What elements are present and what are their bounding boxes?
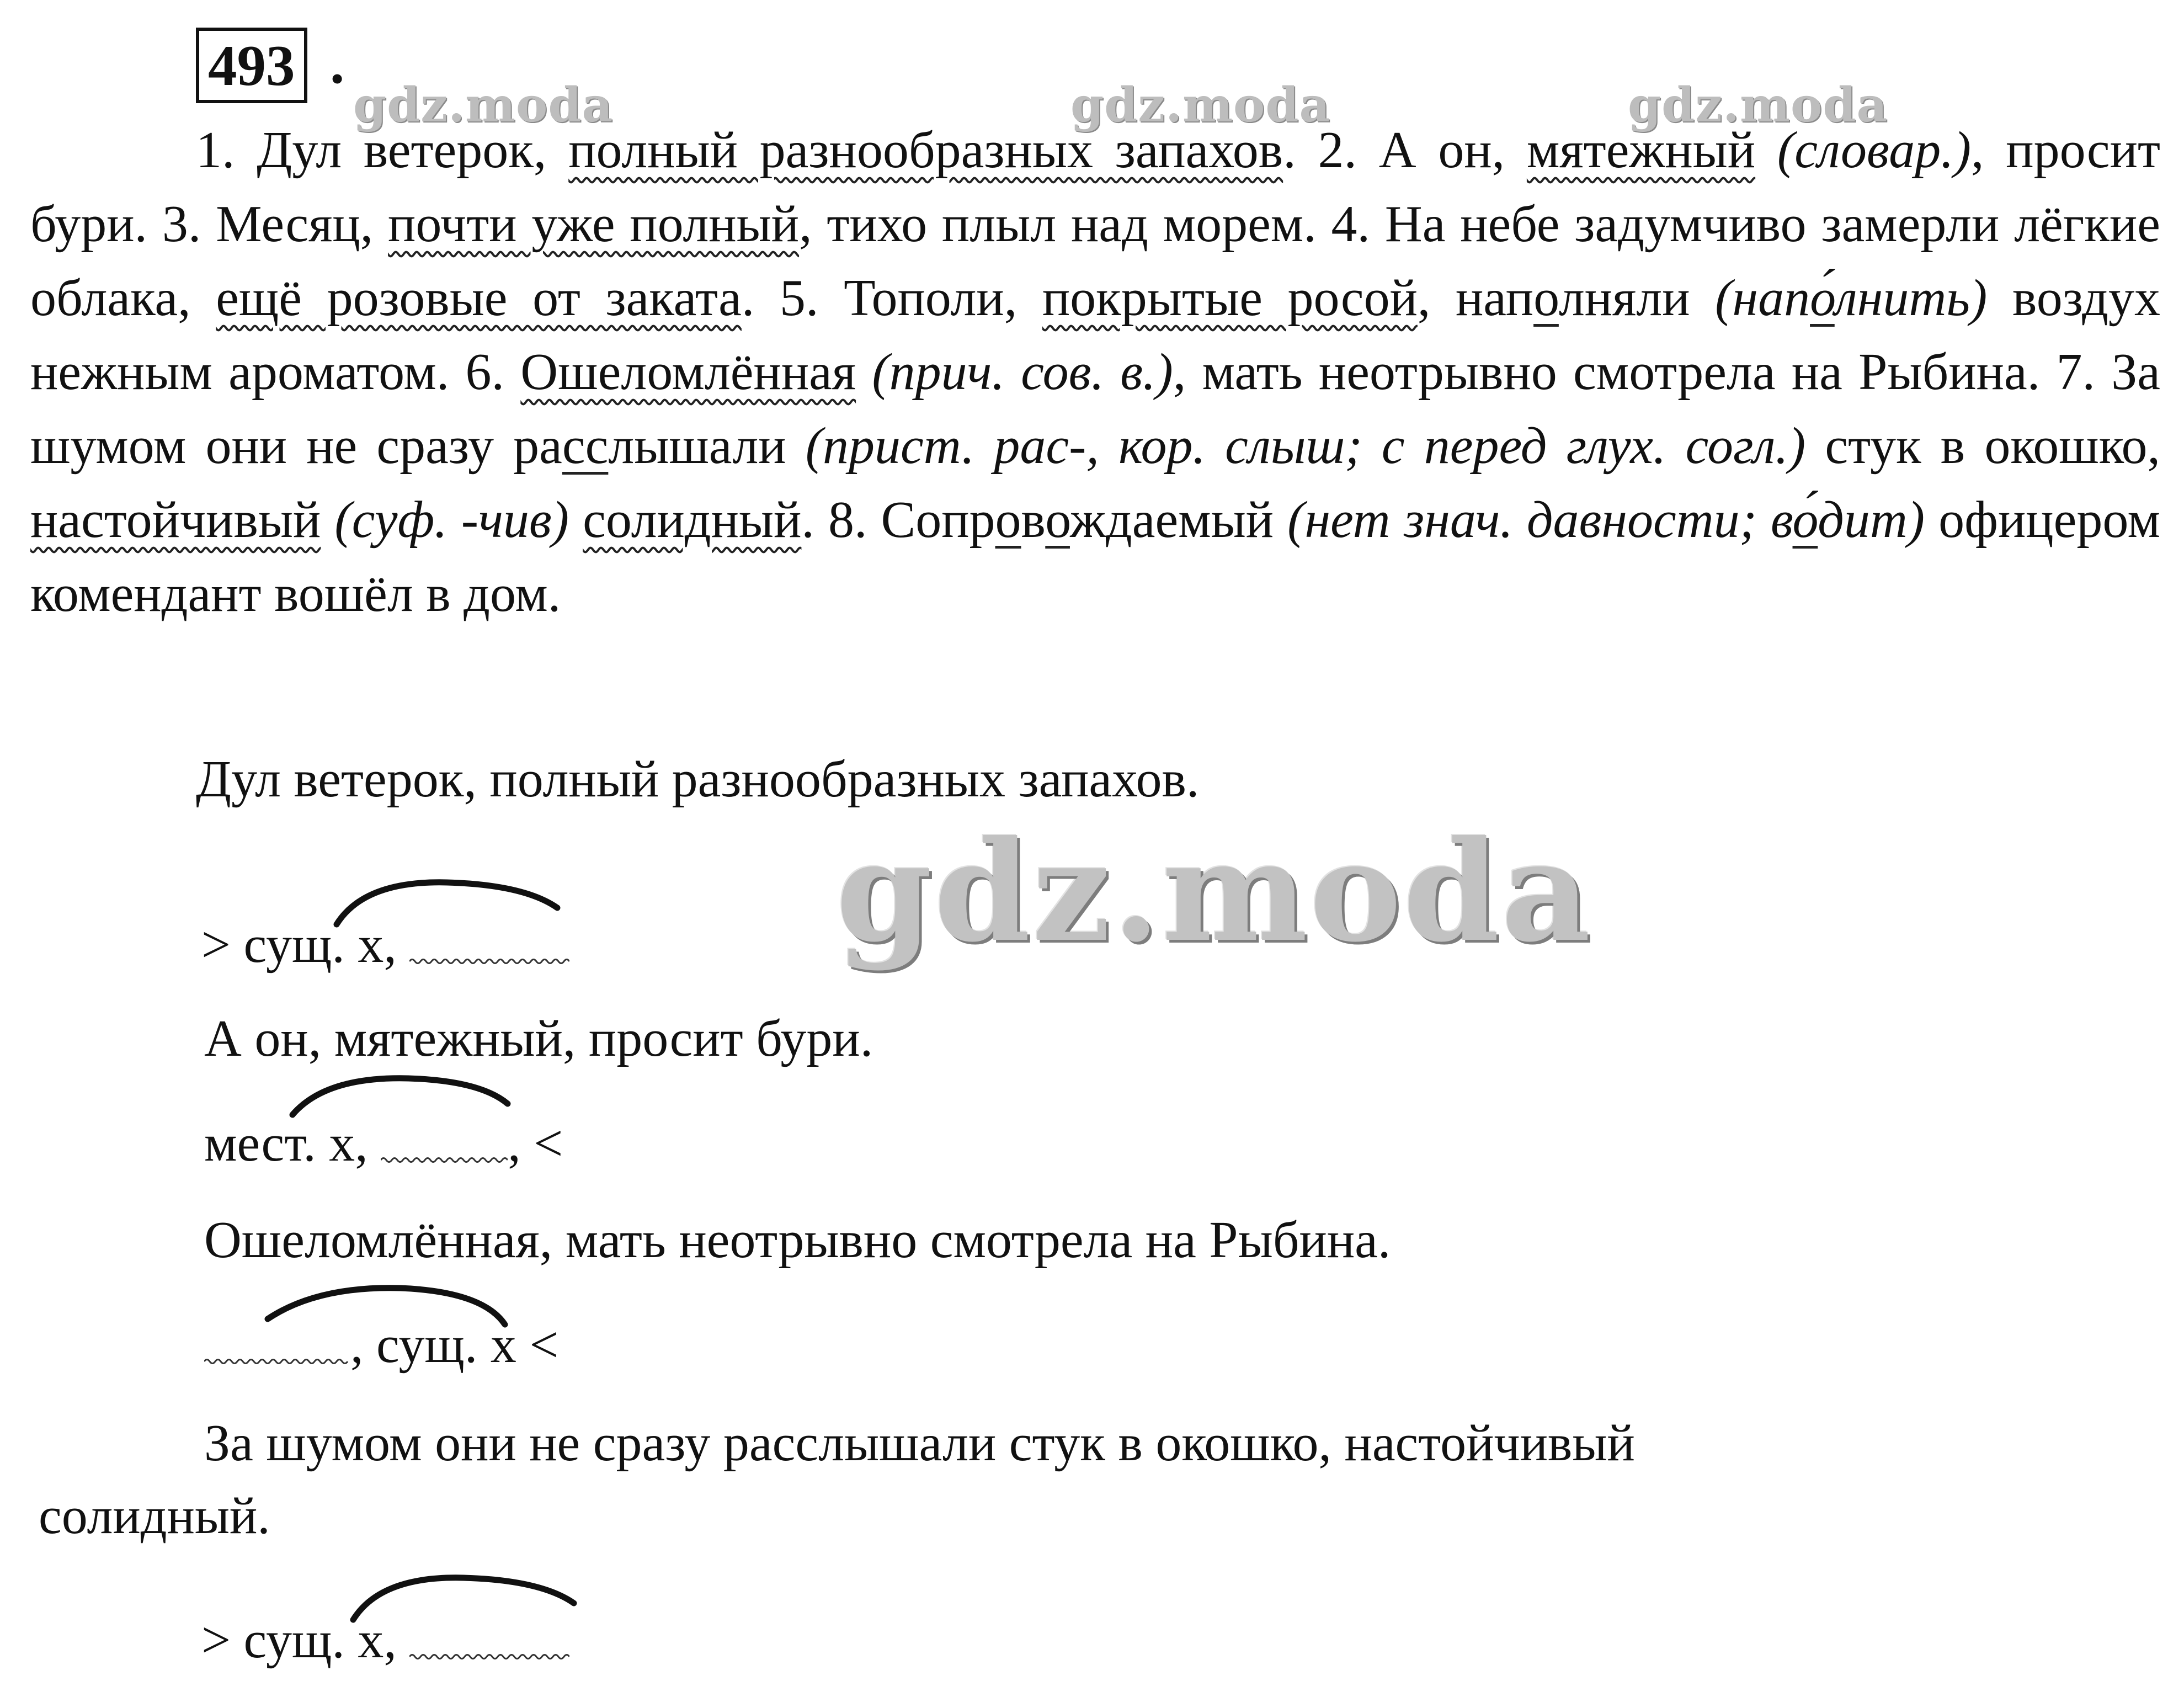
wavy-underline-icon [381,1156,508,1164]
note-part: дит) [1818,491,1925,549]
arc-mark-icon [331,875,568,930]
scheme-text: , < [508,1115,563,1172]
text-run: , просит бури. 3. Месяц, [30,121,2161,253]
note-part: (нет знач. давности; в [1287,491,1793,549]
participial-phrase: ещё розовые от заката [216,269,742,327]
note: (словар.) [1777,121,1972,179]
wavy-underline-icon [204,1358,350,1365]
exercise-answer-paragraph [30,113,2160,631]
watermark-2: gdz.moda [1070,77,1331,133]
participial-phrase: покрытые росой [1042,269,1418,327]
watermark-3: gdz.moda [1628,77,1888,133]
participle: мятежный [1526,121,1756,179]
watermark-1: gdz.moda [353,77,614,133]
text-run: воздух нежным ароматом. 6. [30,269,2160,401]
text-run: . 8. Сопр [801,491,995,549]
note-part: лнить) [1834,269,1988,327]
wavy-underline-icon [409,957,569,965]
vowel-mark: о [1533,269,1559,327]
watermark-large: gdz.moda [836,810,1592,972]
text-run: , мать неотрывно смотрела на Рыбина. 7. За шумом они не сразу ра [30,343,2161,475]
participial-phrase: полный разнообразных запахов [568,121,1283,179]
text-run: лняли [1558,269,1716,327]
scheme-text: > сущ. х, [201,916,410,974]
note-part: (нап [1715,269,1810,327]
answer-text [30,113,2160,631]
text-run: лышали [608,417,806,475]
scheme-text: мест. х, [204,1115,381,1172]
space [856,343,872,401]
text-run: в [1021,491,1046,549]
arc-mark-icon [287,1071,519,1126]
example-1-sentence: Дул ветерок, полный разнообразных запахов. [196,751,1200,808]
exercise-number: 493 [196,28,307,103]
example-2-sentence: А он, мятежный, просит бури. [204,1010,873,1067]
example-4-sentence-line2: солидный. [39,1487,270,1545]
arc-mark-icon [262,1280,516,1336]
exercise-number-dot: . [330,31,345,95]
wavy-underline-icon [409,1653,569,1661]
arc-mark-icon [348,1570,585,1625]
note: (суф. -чив) [334,491,569,549]
text-run: офицером комендант вошёл в дом. [30,491,2161,623]
text-run: ждаемый [1069,491,1288,549]
scheme-text: , сущ. х < [350,1316,559,1374]
vowel-mark: о [1045,491,1070,549]
note: (прист. рас-, кор. слыш; с перед глух. согл.) [805,417,1806,475]
participial-phrase: почти уже полный [388,195,800,253]
note [1287,491,1925,549]
consonant-mark: сс [562,417,609,475]
note: (прич. сов. в.) [872,343,1173,401]
vowel-mark: о [995,491,1021,549]
adjective: солидный [583,491,802,549]
adjective: настойчивый [30,491,321,549]
space [321,491,334,549]
text-run: . 5. Тополи, [741,269,1042,327]
text-run: . 2. А он, [1283,121,1527,179]
scheme-text: > сущ. х, [201,1611,410,1669]
example-4-sentence-line1: За шумом они не сразу расслышали стук в окошко, настойчивый [204,1414,1635,1472]
space [569,491,583,549]
text-run: , нап [1417,269,1534,327]
note [1715,269,1987,327]
text-run: 1. Дул ветерок, [196,121,569,179]
vowel-mark: о́ [1792,491,1818,549]
text-run: , тихо плыл над морем. 4. На небе задумчиво замерли лёгкие облака, [30,195,2161,327]
participle: Ошеломлённая [520,343,856,401]
vowel-mark: о́ [1810,269,1835,327]
example-3-sentence: Ошеломлённая, мать неотрывно смотрела на Рыбина. [204,1211,1391,1269]
text-run: стук в окошко, [1805,417,2160,475]
